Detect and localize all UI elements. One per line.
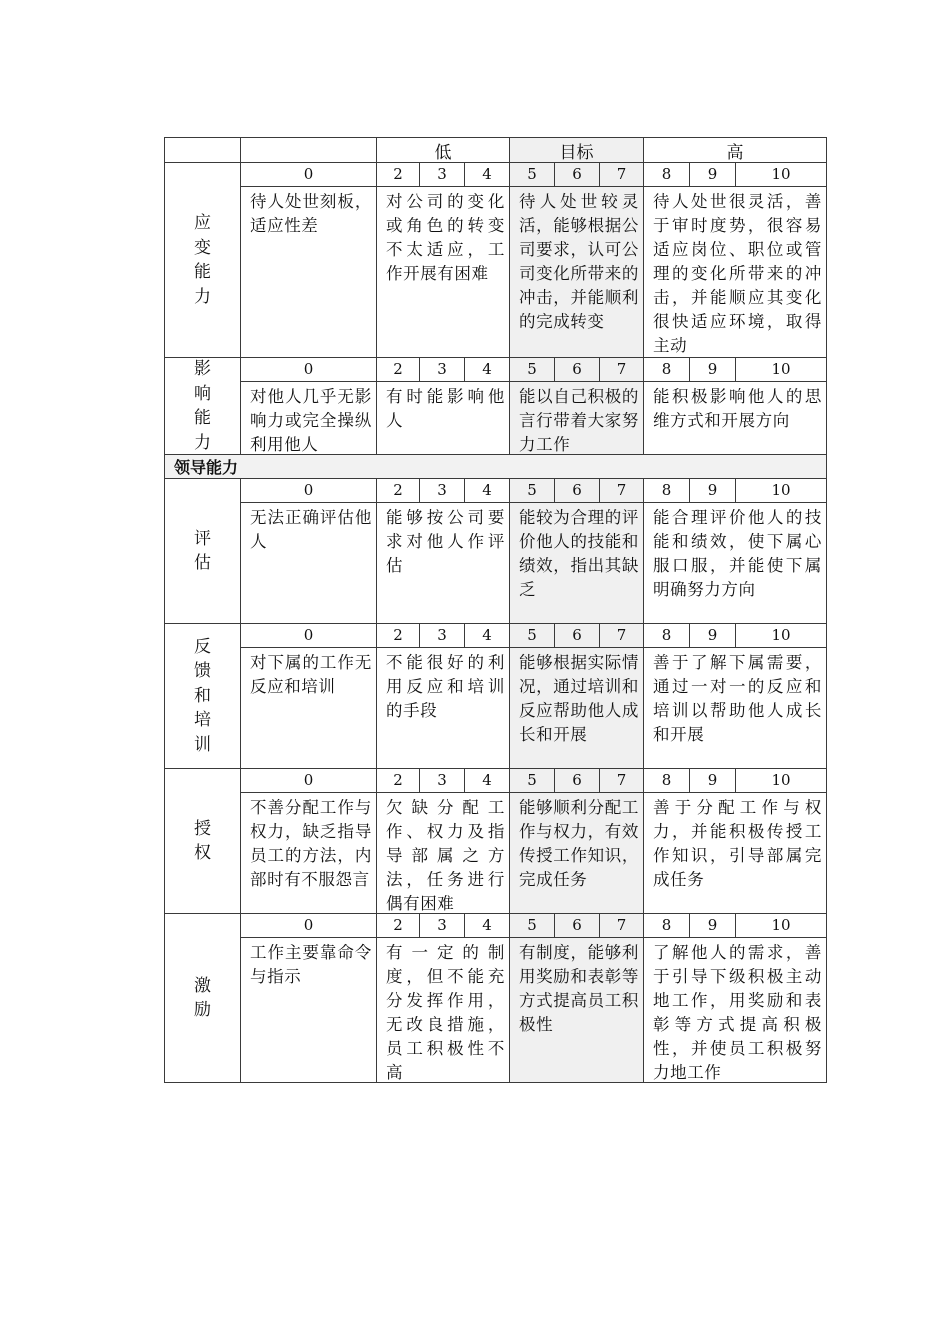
score-number: 9 [689,357,736,382]
score-number: 5 [509,768,555,793]
description-lowest: 待人处世刻板，适应性差 [240,186,377,358]
score-number: 8 [643,357,690,382]
score-number: 6 [554,478,600,503]
score-number: 8 [643,768,690,793]
score-number: 9 [689,768,736,793]
score-number: 9 [689,478,736,503]
score-number: 0 [240,162,377,187]
criterion-label-text: 授权 [194,818,211,863]
score-number: 6 [554,162,600,187]
score-number: 9 [689,913,736,938]
description-high: 待人处世很灵活，善于审时度势，很容易适应岗位、职位或管理的变化所带来的冲击，并能顺应其变化很快适应环境，取得主动 [643,186,827,358]
score-number: 6 [554,768,600,793]
score-number: 9 [689,623,736,648]
score-number: 0 [240,357,377,382]
score-number: 10 [735,478,827,503]
description-low: 不能很好的利用反应和培训的手段 [376,647,510,769]
score-number: 4 [464,768,510,793]
description-high: 能积极影响他人的思维方式和开展方向 [643,381,827,455]
criterion-label [164,162,241,358]
score-number: 5 [509,357,555,382]
score-number: 0 [240,623,377,648]
score-number: 4 [464,357,510,382]
score-number: 7 [599,913,644,938]
description-target: 待人处世较灵活，能够根据公司要求，认可公司变化所带来的冲击，并能顺利的完成转变 [509,186,644,358]
description-lowest: 对他人几乎无影响力或完全操纵利用他人 [240,381,377,455]
description-low: 有一定的制度，但不能充分发挥作用，无改良措施，员工积极性不高 [376,937,510,1083]
criterion-label [164,623,241,769]
criterion-label-text: 激励 [194,975,211,1020]
description-low: 欠缺分配工作、权力及指导部属之方法，任务进行偶有困难 [376,792,510,914]
description-target: 能够根据实际情况，通过培训和反应帮助他人成长和开展 [509,647,644,769]
criterion-label [164,768,241,914]
description-lowest: 无法正确评估他人 [240,502,377,624]
score-number: 10 [735,913,827,938]
criterion-label-text: 评估 [194,528,211,573]
score-number: 9 [689,162,736,187]
score-number: 8 [643,913,690,938]
description-low: 有时能影响他人 [376,381,510,455]
score-number: 0 [240,913,377,938]
score-number: 6 [554,357,600,382]
header-low: 低 [376,137,510,163]
score-number: 6 [554,913,600,938]
description-high: 善于了解下属需要，通过一对一的反应和培训以帮助他人成长和开展 [643,647,827,769]
score-number: 0 [240,478,377,503]
score-number: 2 [376,162,420,187]
criterion-label-text: 影响能力 [194,359,211,453]
score-number: 2 [376,478,420,503]
score-number: 3 [419,913,465,938]
description-target: 能以自己积极的言行带着大家努力工作 [509,381,644,455]
criterion-label [164,478,241,624]
header-zero-cell [240,137,377,163]
score-number: 2 [376,768,420,793]
description-lowest: 工作主要靠命令与指示 [240,937,377,1083]
section-title: 领导能力 [164,454,827,479]
criterion-label-text: 应变能力 [194,213,211,307]
score-number: 4 [464,478,510,503]
score-number: 0 [240,768,377,793]
score-number: 3 [419,478,465,503]
header-label-cell [164,137,241,163]
score-number: 3 [419,623,465,648]
criterion-label [164,913,241,1083]
score-number: 3 [419,768,465,793]
score-number: 2 [376,357,420,382]
score-number: 3 [419,162,465,187]
score-number: 7 [599,162,644,187]
score-number: 7 [599,623,644,648]
header-high: 高 [643,137,827,163]
description-lowest: 不善分配工作与权力，缺乏指导员工的方法，内部时有不服怨言 [240,792,377,914]
header-target: 目标 [509,137,644,163]
score-number: 5 [509,478,555,503]
description-high: 善于分配工作与权力，并能积极传授工作知识，引导部属完成任务 [643,792,827,914]
score-number: 8 [643,478,690,503]
description-low: 对公司的变化或角色的转变不太适应，工作开展有困难 [376,186,510,358]
score-number: 8 [643,162,690,187]
score-number: 10 [735,623,827,648]
score-number: 2 [376,623,420,648]
score-number: 5 [509,913,555,938]
score-number: 10 [735,162,827,187]
criterion-label-text: 反馈和培训 [194,636,211,755]
score-number: 7 [599,478,644,503]
description-target: 能够顺利分配工作与权力，有效传授工作知识，完成任务 [509,792,644,914]
description-target: 有制度，能够利用奖励和表彰等方式提高员工积极性 [509,937,644,1083]
score-number: 10 [735,768,827,793]
score-number: 10 [735,357,827,382]
score-number: 4 [464,162,510,187]
score-number: 7 [599,357,644,382]
score-number: 3 [419,357,465,382]
score-number: 2 [376,913,420,938]
score-number: 7 [599,768,644,793]
criterion-label [164,357,241,455]
score-number: 8 [643,623,690,648]
score-number: 6 [554,623,600,648]
score-number: 4 [464,913,510,938]
description-lowest: 对下属的工作无反应和培训 [240,647,377,769]
score-number: 5 [509,623,555,648]
score-number: 5 [509,162,555,187]
description-low: 能够按公司要求对他人作评估 [376,502,510,624]
description-high: 能合理评价他人的技能和绩效，使下属心服口服，并能使下属明确努力方向 [643,502,827,624]
score-number: 4 [464,623,510,648]
description-target: 能较为合理的评价他人的技能和绩效，指出其缺乏 [509,502,644,624]
description-high: 了解他人的需求，善于引导下级积极主动地工作，用奖励和表彰等方式提高积极性，并使员工积极努力地工作 [643,937,827,1083]
